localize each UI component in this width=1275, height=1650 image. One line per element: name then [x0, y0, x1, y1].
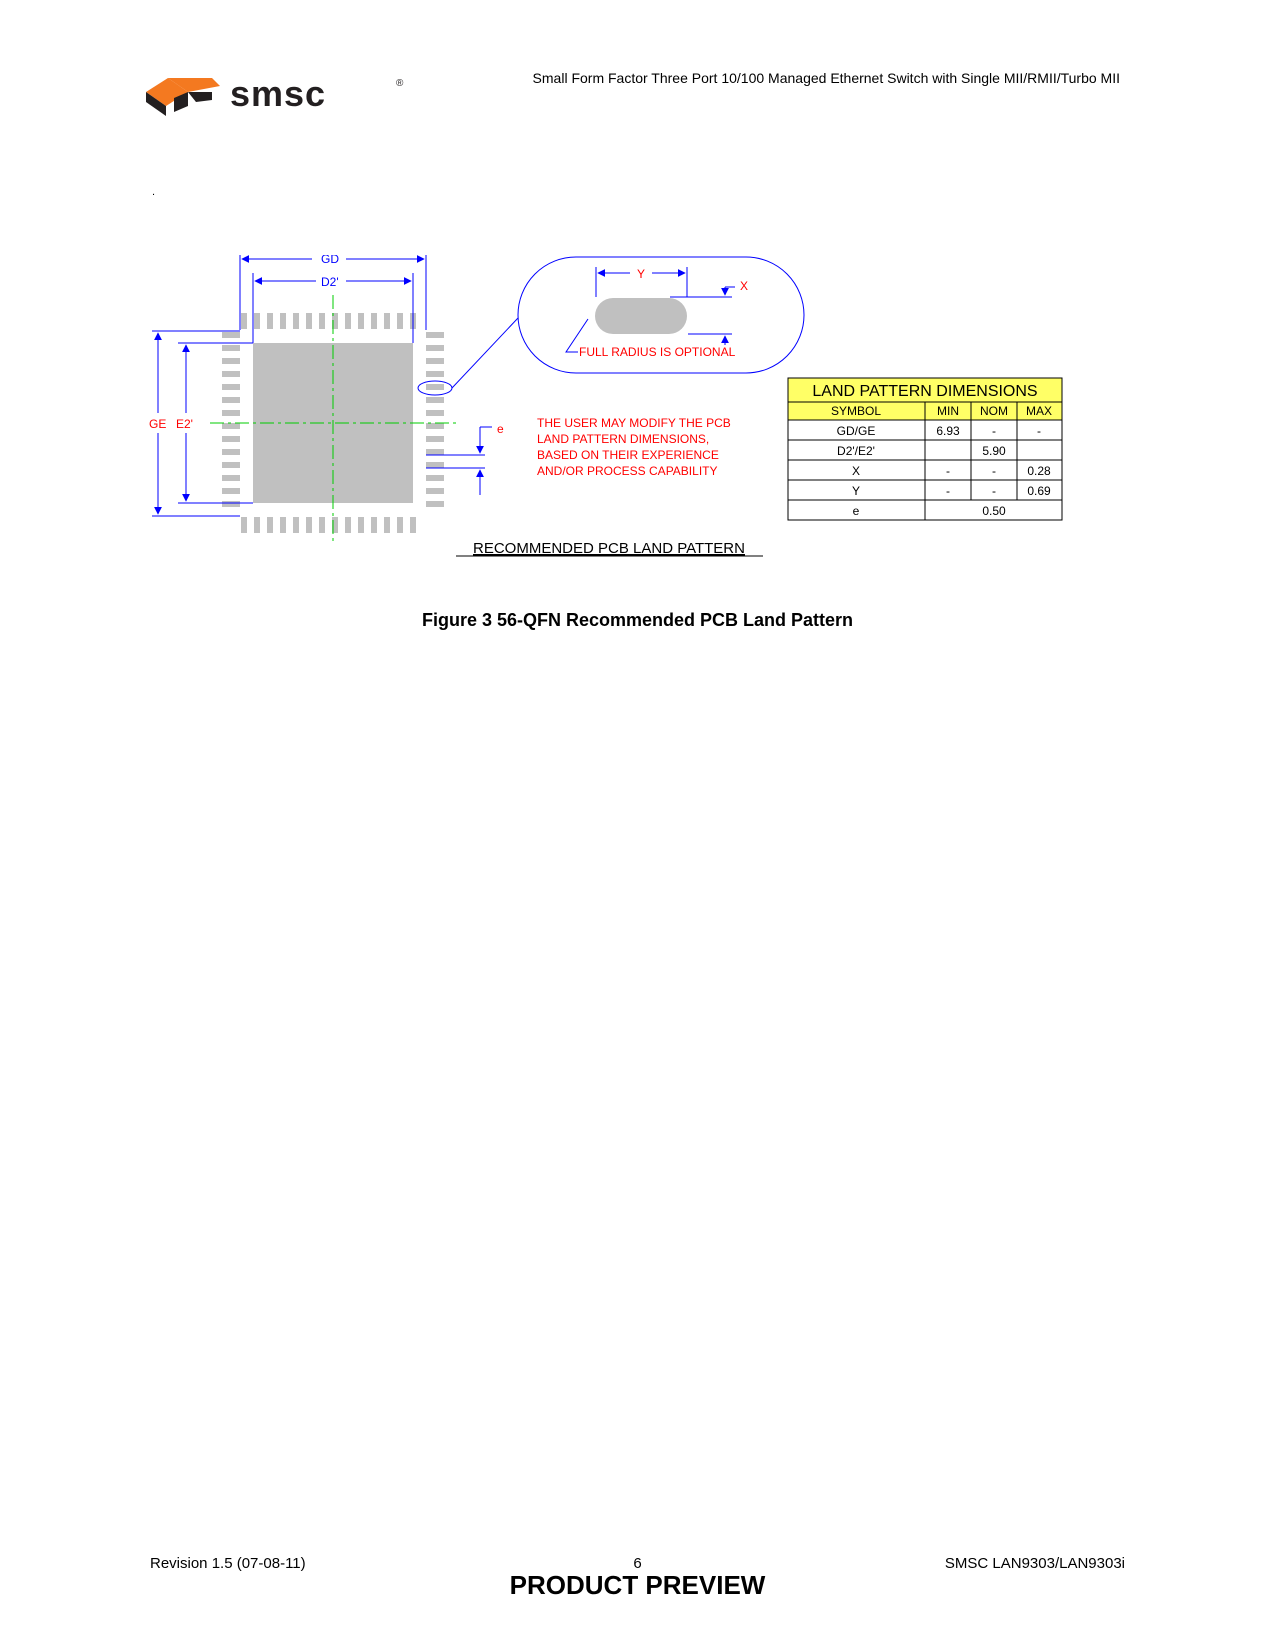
radius-note: FULL RADIUS IS OPTIONAL — [579, 345, 736, 359]
footer-status: PRODUCT PREVIEW — [509, 1570, 766, 1600]
user-note — [537, 416, 731, 478]
y-label: Y — [637, 267, 646, 281]
table-cell: 0.50 — [982, 504, 1006, 518]
footer-revision: Revision 1.5 (07-08-11) — [150, 1555, 306, 1572]
table-cell: - — [992, 484, 996, 498]
table-header-cell: SYMBOL — [830, 404, 882, 418]
e2-label: E2' — [176, 417, 193, 431]
table-cell: 0.69 — [1027, 484, 1051, 498]
gd-label: GD — [321, 255, 339, 266]
table-cell: - — [1037, 424, 1041, 438]
ge-label: GE — [149, 417, 167, 431]
smsc-logo — [146, 72, 426, 122]
left-pads — [222, 332, 240, 507]
table-header-cell: MIN — [937, 404, 959, 418]
registered-mark: ® — [396, 78, 404, 89]
footer-doc-id: SMSC LAN9303/LAN9303i — [944, 1555, 1125, 1572]
d2-label: D2' — [321, 275, 339, 289]
table-cell: 0.28 — [1027, 464, 1051, 478]
user-note-line: AND/OR PROCESS CAPABILITY — [537, 464, 718, 478]
figure-caption: Figure 3 56-QFN Recommended PCB Land Pattern — [421, 610, 854, 630]
callout-leader — [452, 318, 518, 388]
table-cell: 6.93 — [936, 424, 960, 438]
table-cell: X — [851, 464, 861, 478]
stray-mark: . — [152, 186, 156, 198]
table-cell: Y — [851, 484, 861, 498]
x-label: X — [740, 279, 749, 293]
land-pattern-table — [788, 378, 1062, 520]
user-note-line: LAND PATTERN DIMENSIONS, — [537, 432, 710, 446]
table-cell: - — [946, 484, 950, 498]
table-cell: e — [852, 504, 860, 518]
figure-subtitle: RECOMMENDED PCB LAND PATTERN — [473, 540, 745, 557]
table-cell: - — [992, 464, 996, 478]
footer-page-number: 6 — [633, 1555, 642, 1572]
table-cell: GD/GE — [836, 424, 876, 438]
bottom-pads — [241, 517, 416, 533]
table-header-cell: NOM — [980, 404, 1008, 418]
header-title: Small Form Factor Three Port 10/100 Managed Ethernet Switch with Single MII/RMII/Turbo MII — [532, 70, 1120, 86]
land-pattern-figure — [140, 255, 1140, 595]
table-header-cell: MAX — [1025, 404, 1053, 418]
table-cell: D2'/E2' — [837, 444, 875, 458]
table-cell: - — [946, 464, 950, 478]
e-label: e — [497, 422, 504, 436]
user-note-line: BASED ON THEIR EXPERIENCE — [537, 448, 719, 462]
table-cell: - — [992, 424, 996, 438]
user-note-line: THE USER MAY MODIFY THE PCB — [537, 416, 731, 430]
table-cell: 5.90 — [982, 444, 1006, 458]
logo-wordmark: smsc — [230, 73, 327, 114]
top-pads — [241, 313, 416, 329]
right-pads — [426, 332, 444, 507]
detail-pad — [595, 298, 687, 334]
table-title: LAND PATTERN DIMENSIONS — [812, 383, 1038, 400]
